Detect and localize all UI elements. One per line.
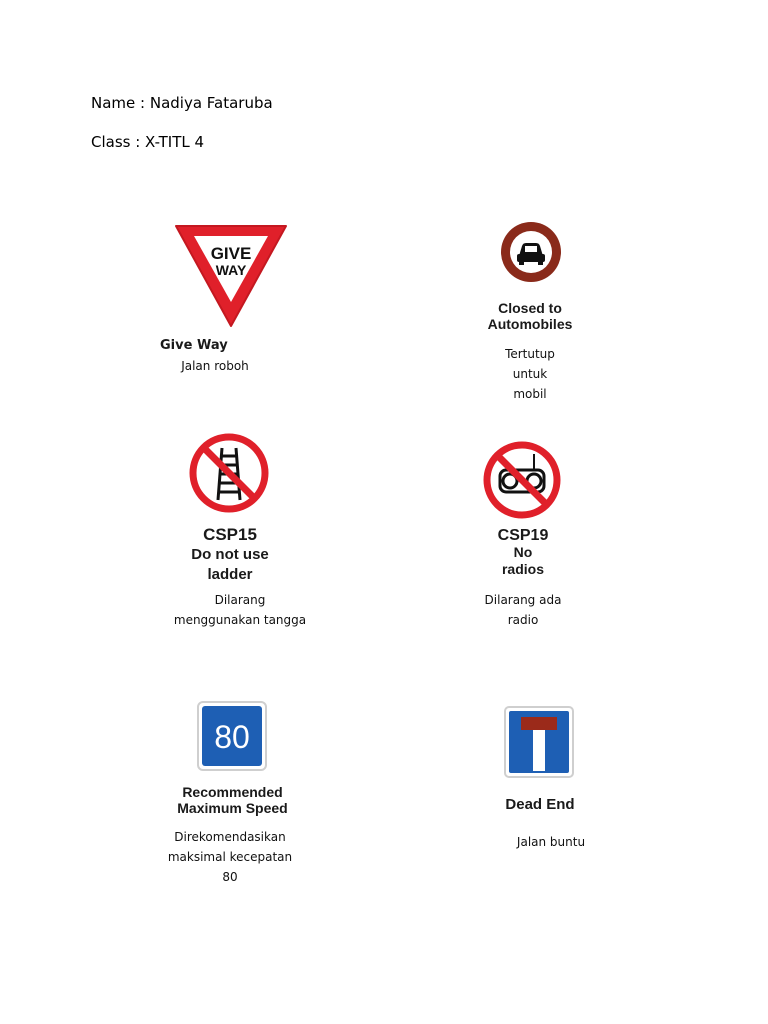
student-class	[91, 133, 204, 151]
speed-caption-line1: Recommended	[182, 784, 283, 800]
csp15-caption-line1: CSP15	[203, 525, 257, 544]
speed-80-sign-icon	[196, 700, 268, 772]
closed-to-automobiles-description	[480, 344, 580, 404]
closed-caption-line2: Automobiles	[487, 316, 573, 332]
csp15-desc-line: Dilarang	[214, 593, 266, 607]
csp19-description	[463, 590, 583, 630]
csp15-desc-line: menggunakan tangga	[173, 613, 307, 627]
csp19-desc-line: radio	[507, 613, 539, 627]
csp15-description	[160, 590, 320, 630]
give-way-sign-icon	[172, 222, 290, 330]
give-way-caption-text: Give Way	[160, 338, 228, 353]
closed-to-automobiles-caption	[470, 300, 590, 332]
dead-end-sign-icon	[503, 705, 575, 779]
dead-end-caption-text: Dead End	[505, 796, 575, 813]
dead-end-desc-line: Jalan buntu	[516, 835, 586, 849]
give-way-sign-text-2: WAY	[215, 262, 247, 278]
closed-to-automobiles-sign-icon	[498, 219, 564, 285]
student-class-text: Class : X-TITL 4	[91, 133, 205, 151]
csp15-caption-line3: ladder	[207, 566, 253, 583]
closed-caption-line1: Closed to	[498, 300, 562, 316]
no-radios-sign-icon	[482, 440, 562, 520]
csp15-caption	[170, 525, 290, 585]
csp19-caption-line2: No	[513, 544, 533, 560]
csp19-caption-line3: radios	[501, 561, 544, 577]
give-way-sign-text-1: GIVE	[210, 244, 252, 263]
closed-desc-line: untuk	[512, 367, 548, 381]
csp15-caption-line2: Do not use	[191, 546, 269, 563]
give-way-caption	[160, 338, 260, 354]
speed-desc-line: Direkomendasikan	[174, 830, 286, 844]
student-name	[91, 94, 273, 112]
csp19-caption-line1: CSP19	[497, 527, 549, 544]
speed-description	[160, 827, 300, 887]
give-way-description	[160, 356, 270, 376]
csp19-desc-line: Dilarang ada	[484, 593, 562, 607]
speed-desc-line: maksimal kecepatan	[167, 850, 293, 864]
csp19-caption	[463, 527, 583, 578]
closed-desc-line: Tertutup	[505, 347, 555, 361]
no-ladder-sign-icon	[188, 432, 270, 514]
speed-caption	[160, 784, 305, 816]
speed-caption-line2: Maximum Speed	[177, 800, 288, 816]
dead-end-description	[501, 832, 601, 852]
closed-desc-line: mobil	[513, 387, 547, 401]
student-name-text: Name : Nadiya Fataruba	[91, 94, 273, 112]
speed-sign-number: 80	[214, 719, 250, 755]
give-way-desc-line: Jalan roboh	[181, 359, 249, 373]
dead-end-caption	[490, 797, 590, 813]
speed-desc-line: 80	[222, 870, 238, 884]
